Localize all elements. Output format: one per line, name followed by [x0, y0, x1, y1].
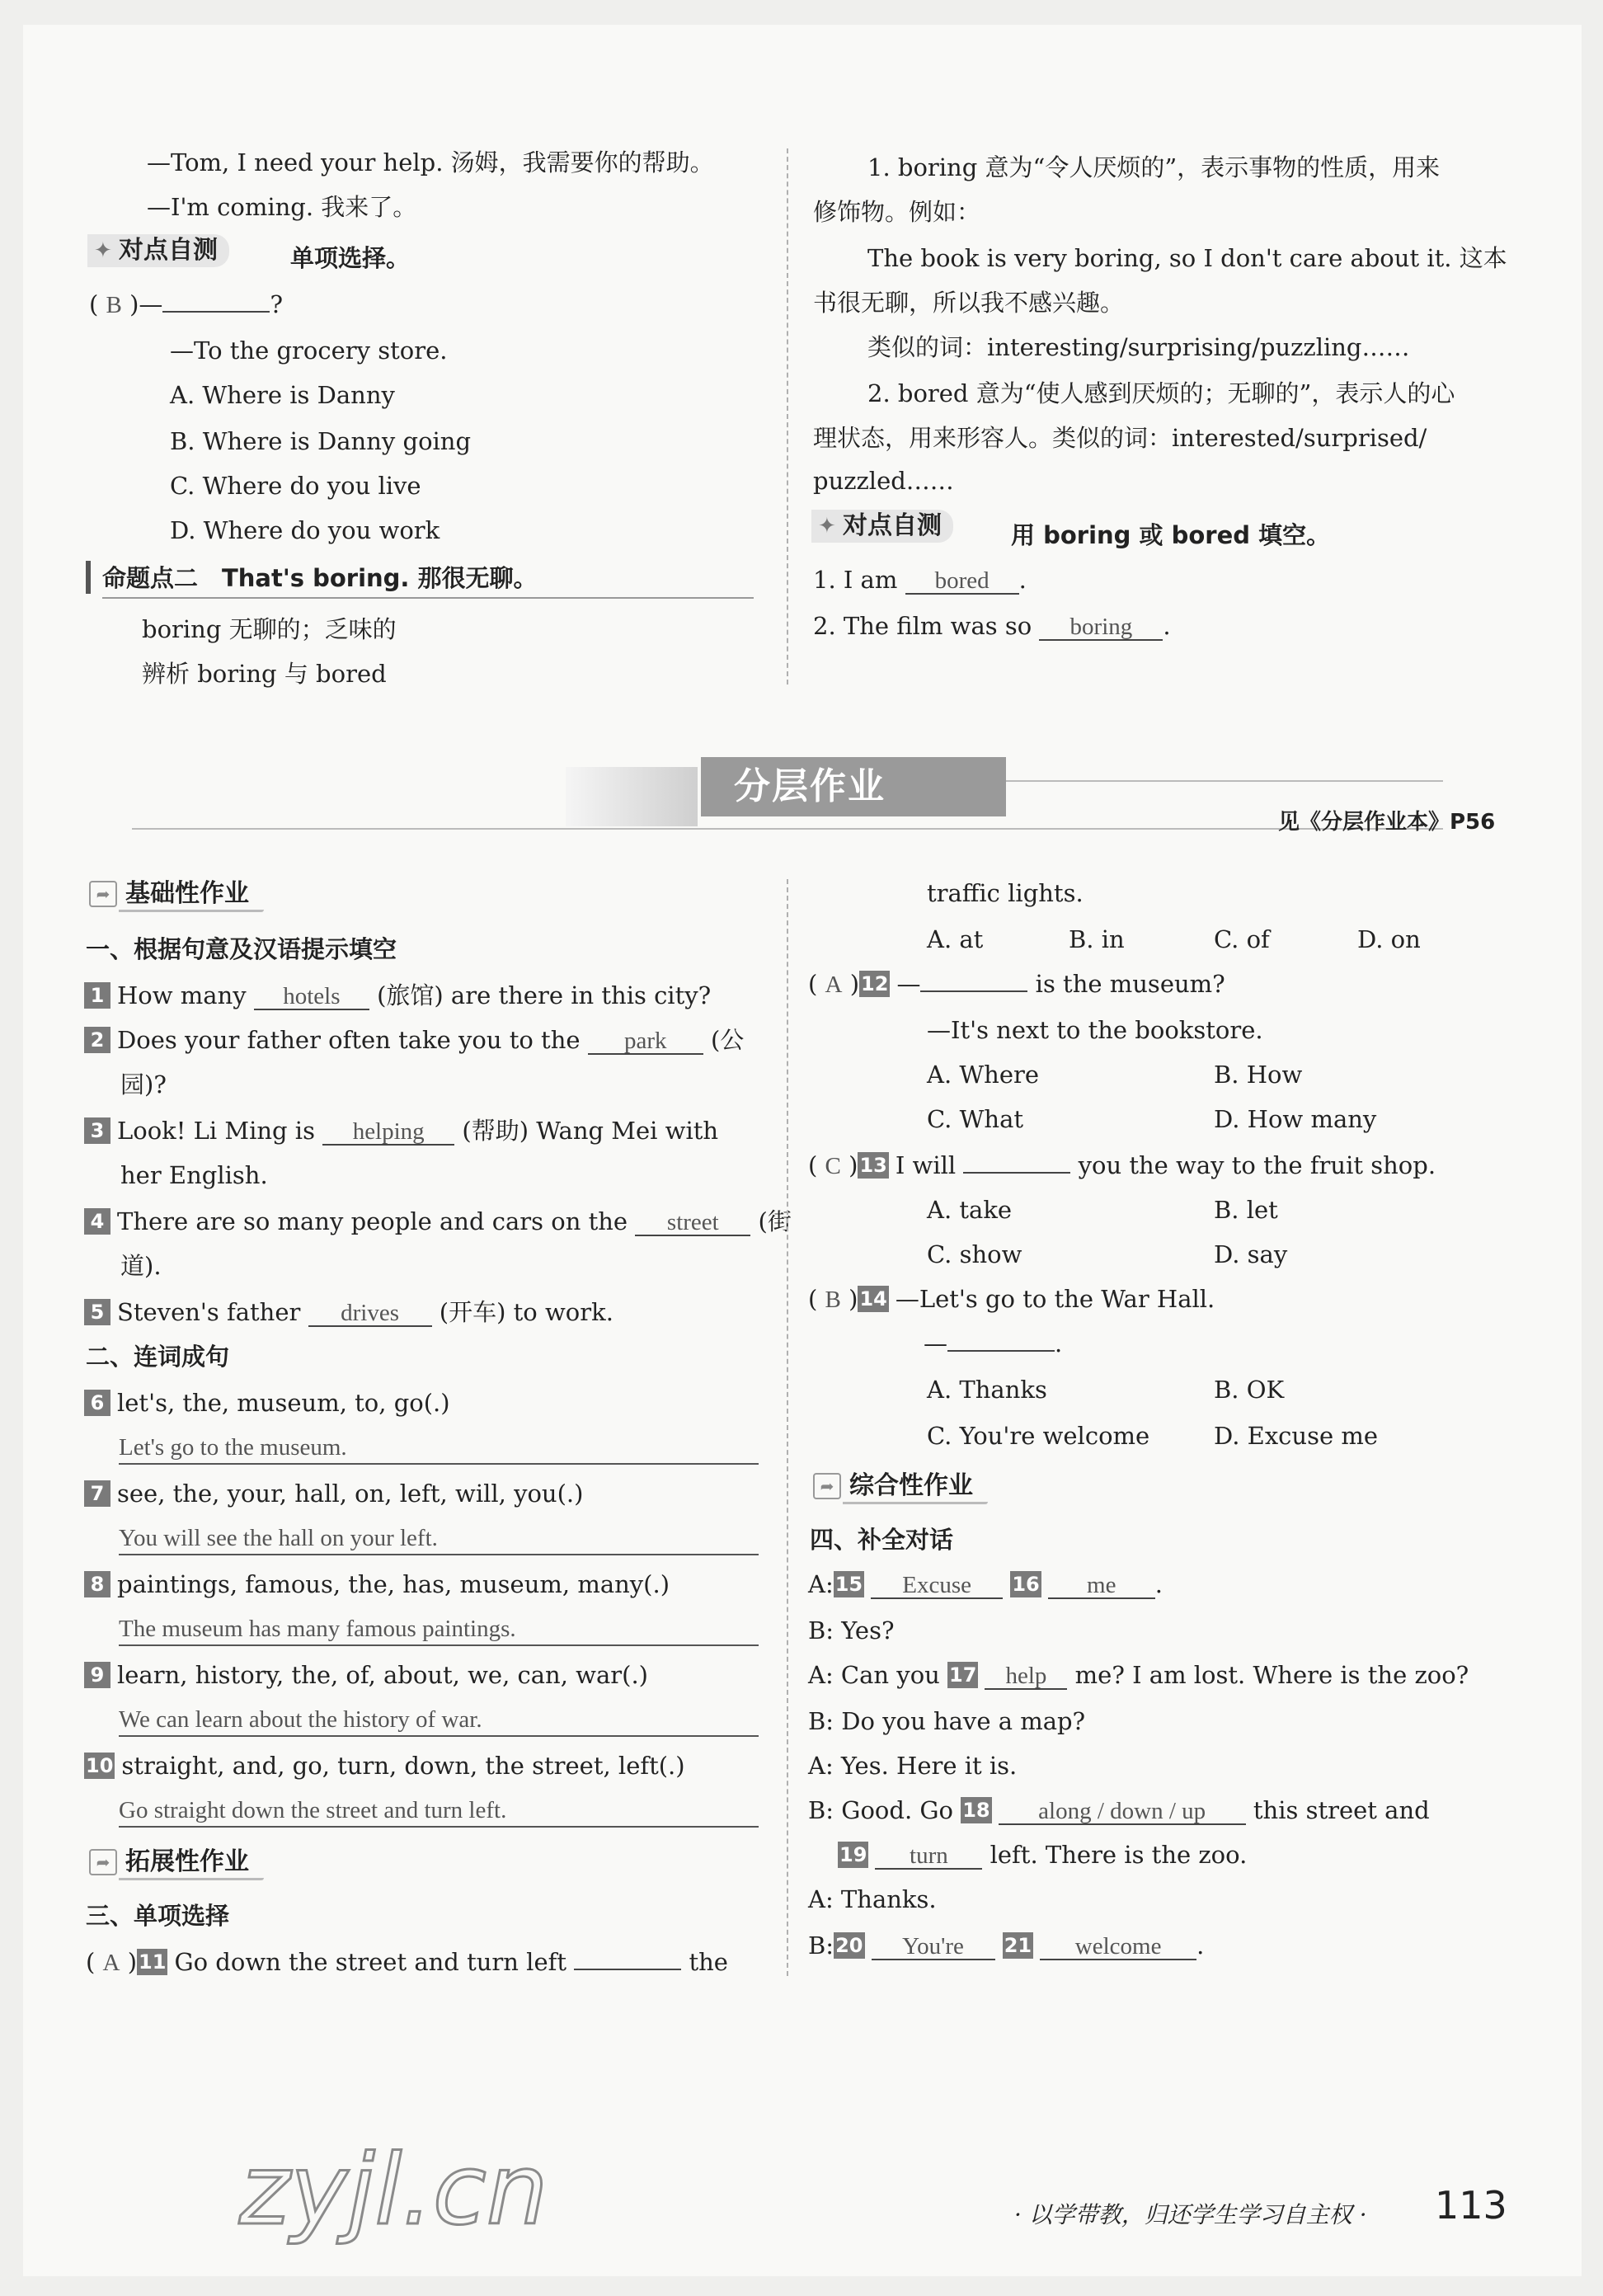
note-line-1a: 1. boring 意为“令人厌烦的”，表示事物的性质，用来: [867, 153, 1441, 181]
fill-2: 2. The film was so boring .: [813, 612, 1171, 640]
dialog-6: B: Good. Go 18 along / down / up this street and: [808, 1796, 1430, 1824]
q12-option-a: A. Where: [927, 1061, 1040, 1089]
self-test-label-2: ✦ 对点自测: [811, 510, 953, 543]
q4-cont: 道).: [120, 1252, 162, 1280]
section-basic: ➦ 基础性作业: [86, 876, 264, 912]
dialog-line-1: —Tom, I need your help. 汤姆，我需要你的帮助。: [147, 148, 714, 176]
dialog-4: B: Do you have a map?: [808, 1707, 1086, 1735]
note-line-2b: 理状态，用来形容人。类似的词：interested/surprised/: [813, 424, 1427, 452]
banner-rule: [132, 828, 1443, 830]
q14-option-a: A. Thanks: [927, 1376, 1047, 1404]
example-line-b: 书很无聊，所以我不感兴趣。: [813, 289, 1125, 317]
q14-reply: — .: [924, 1329, 1063, 1357]
q13-option-b: B. let: [1214, 1196, 1278, 1224]
q10: 10 straight, and, go, turn, down, the street, left(.): [86, 1752, 685, 1780]
dialog-2: B: Yes?: [808, 1616, 895, 1644]
bianxi-line: 辨析 boring 与 bored: [142, 660, 387, 688]
section-extended: ➦ 拓展性作业: [86, 1844, 264, 1880]
arrow-icon: ➦: [89, 881, 117, 907]
part-1-title: 一、根据句意及汉语提示填空: [86, 935, 397, 963]
part-4-title: 四、补全对话: [810, 1526, 954, 1554]
part-2-title: 二、连词成句: [86, 1343, 230, 1371]
boring-definition: boring 无聊的；乏味的: [142, 615, 397, 643]
q11-option-c: C. of: [1214, 925, 1270, 953]
q12: ( A )12 — is the museum?: [808, 970, 1225, 998]
q13-option-a: A. take: [927, 1196, 1013, 1224]
point-marker: [86, 561, 91, 594]
dialog-9: B:20 You're 21 welcome .: [808, 1931, 1205, 1960]
q12-option-d: D. How many: [1214, 1105, 1377, 1133]
option-b: B. Where is Danny going: [170, 427, 472, 455]
a8-line: [119, 1644, 759, 1646]
q11-option-d: D. on: [1357, 925, 1421, 953]
q8: 8 paintings, famous, the, has, museum, many(.): [84, 1570, 670, 1598]
note-line-2a: 2. bored 意为“使人感到厌烦的；无聊的”，表示人的心: [867, 379, 1455, 407]
arrow-icon: ➦: [89, 1849, 117, 1875]
point-title: 命题点二 That's boring. 那很无聊。: [102, 564, 538, 592]
option-c: C. Where do you live: [170, 472, 421, 500]
q12-option-b: B. How: [1214, 1061, 1303, 1089]
q2-cont: 园)?: [120, 1070, 167, 1099]
q3-cont: her English.: [120, 1161, 268, 1189]
section-comprehensive: ➦ 综合性作业: [810, 1468, 988, 1504]
a10-line: [119, 1826, 759, 1828]
banner-rule-right: [1006, 780, 1443, 782]
dialog-1: A:15 Excuse 16 me .: [808, 1570, 1163, 1598]
self-test-label: ✦ 对点自测: [87, 234, 229, 267]
dialog-8: A: Thanks.: [808, 1885, 937, 1913]
q11: ( A )11 Go down the street and turn left the: [86, 1948, 728, 1976]
column-divider-bottom: [787, 879, 788, 1976]
q-reply: —To the grocery store.: [170, 336, 448, 365]
fill-1: 1. I am bored .: [813, 566, 1027, 594]
star-icon: ✦: [818, 514, 836, 539]
q14-option-c: C. You're welcome: [927, 1422, 1150, 1450]
q13-option-c: C. show: [927, 1240, 1022, 1268]
q11-cont: traffic lights.: [927, 879, 1084, 907]
q7: 7 see, the, your, hall, on, left, will, you(.): [84, 1480, 583, 1508]
a10: Go straight down the street and turn left.: [119, 1797, 507, 1823]
q14: ( B )14 —Let's go to the War Hall.: [808, 1285, 1215, 1313]
page-number: 113: [1435, 2183, 1507, 2228]
q4: 4 There are so many people and cars on the street (街: [84, 1207, 792, 1236]
a6-line: [119, 1463, 759, 1465]
q13: ( C )13 I will you the way to the fruit shop.: [808, 1151, 1436, 1179]
dialog-line-2: —I'm coming. 我来了。: [147, 193, 417, 221]
dialog-3: A: Can you 17 help me? I am lost. Where is the zoo?: [808, 1661, 1469, 1689]
example-line-a: The book is very boring, so I don't care about it. 这本: [867, 244, 1507, 272]
option-a: A. Where is Danny: [170, 381, 395, 409]
dialog-7: 19 turn left. There is the zoo.: [839, 1841, 1248, 1869]
q1: 1 How many hotels (旅馆) are there in this city?: [84, 981, 711, 1010]
q14-option-d: D. Excuse me: [1214, 1422, 1379, 1450]
point-underline: [102, 597, 754, 599]
q2: 2 Does your father often take you to the park (公: [84, 1026, 744, 1055]
q3: 3 Look! Li Ming is helping (帮助) Wang Mei with: [84, 1117, 718, 1146]
dialog-5: A: Yes. Here it is.: [808, 1752, 1018, 1780]
q12-reply: —It's next to the bookstore.: [927, 1016, 1263, 1044]
banner-decor: [566, 767, 698, 826]
footer-slogan: · 以学带教，归还学生学习自主权 ·: [1014, 2201, 1367, 2228]
note-line-1b: 修饰物。例如：: [813, 198, 981, 226]
self-test-task-2: 用 boring 或 bored 填空。: [1011, 521, 1331, 549]
a9: We can learn about the history of war.: [119, 1706, 482, 1733]
note-line-2c: puzzled……: [813, 467, 954, 495]
q6: 6 let's, the, museum, to, go(.): [84, 1389, 450, 1417]
self-test-task: 单项选择。: [290, 244, 411, 272]
a7-line: [119, 1554, 759, 1555]
q13-option-d: D. say: [1214, 1240, 1288, 1268]
a8: The museum has many famous paintings.: [119, 1616, 516, 1642]
watermark-logo: zyjl.cn: [239, 2133, 548, 2247]
banner-title: 分层作业: [734, 765, 886, 807]
part-3-title: 三、单项选择: [86, 1902, 230, 1930]
similar-words-1: 类似的词：interesting/surprising/puzzling……: [867, 333, 1410, 361]
q-row: ( B )— ?: [89, 290, 283, 318]
a7: You will see the hall on your left.: [119, 1525, 438, 1551]
star-icon: ✦: [94, 238, 112, 263]
banner-ref: 见《分层作业本》P56: [1278, 810, 1496, 835]
q11-option-a: A. at: [927, 925, 984, 953]
arrow-icon: ➦: [813, 1473, 841, 1499]
option-d: D. Where do you work: [170, 516, 440, 544]
q14-option-b: B. OK: [1214, 1376, 1285, 1404]
q12-option-c: C. What: [927, 1105, 1024, 1133]
a6: Let's go to the museum.: [119, 1434, 347, 1461]
q5: 5 Steven's father drives (开车) to work.: [84, 1298, 613, 1327]
q9: 9 learn, history, the, of, about, we, can, war(.): [84, 1661, 648, 1689]
q11-option-b: B. in: [1069, 925, 1125, 953]
column-divider-top: [787, 148, 788, 685]
a9-line: [119, 1735, 759, 1737]
